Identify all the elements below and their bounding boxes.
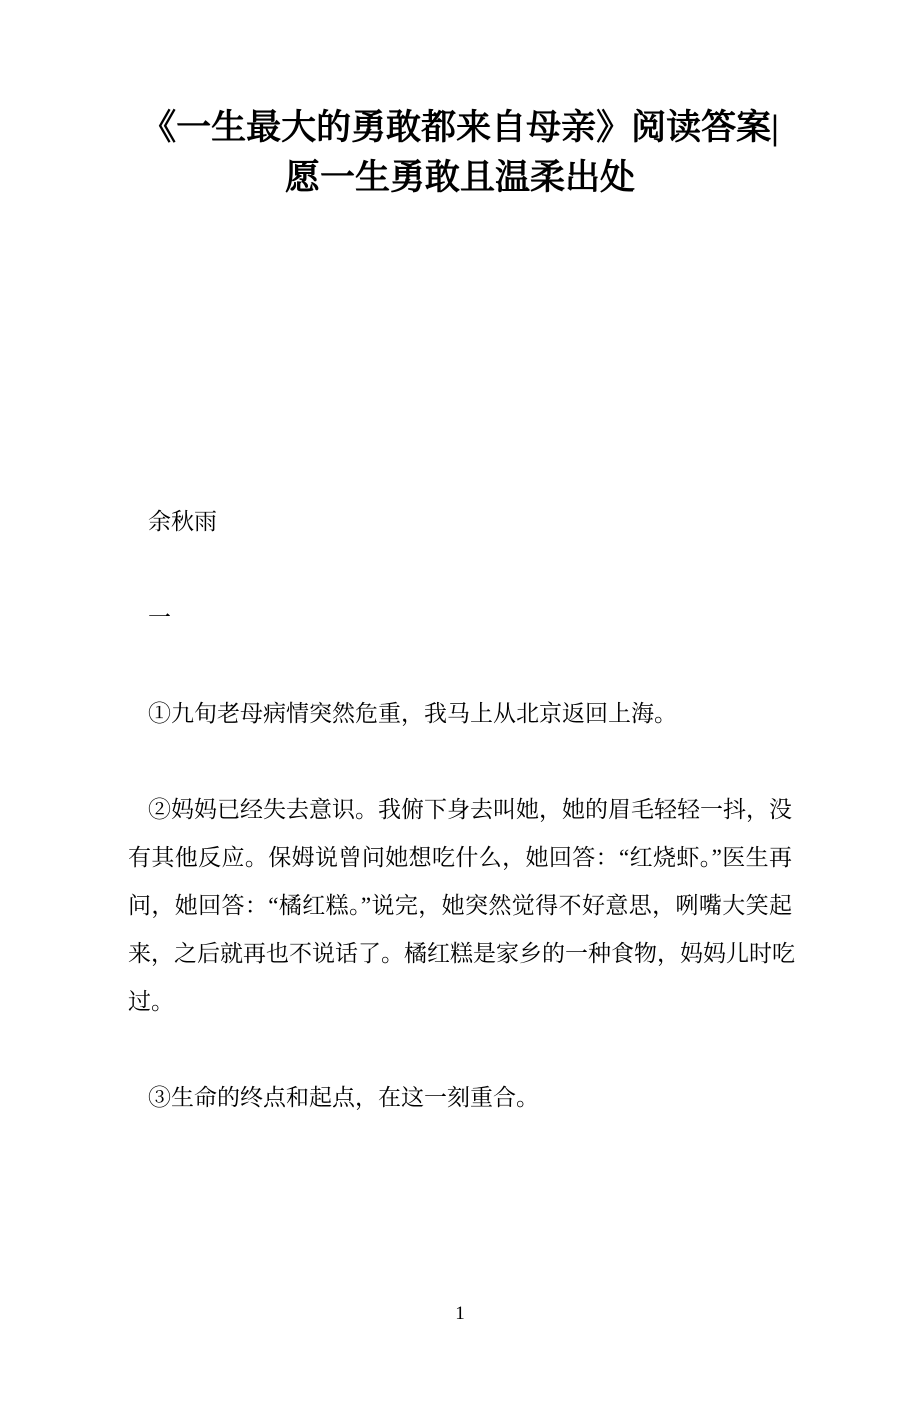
paragraph-2-line: 有其他反应。保姆说曾问她想吃什么，她回答：“红烧虾。”医生再 xyxy=(128,845,792,870)
paragraph-2-line: 问，她回答：“橘红糕。”说完，她突然觉得不好意思，咧嘴大笑起 xyxy=(128,893,792,918)
document-title xyxy=(128,103,792,203)
paragraph-2 xyxy=(128,786,795,1026)
paragraph-2-line: 过。 xyxy=(128,989,174,1014)
paragraph-1: ①九旬老母病情突然危重，我马上从北京返回上海。 xyxy=(148,701,677,726)
paragraph-3: ③生命的终点和起点，在这一刻重合。 xyxy=(148,1085,539,1110)
paragraph-2-line: ②妈妈已经失去意识。我俯下身去叫她，她的眉毛轻轻一抖，没 xyxy=(148,797,792,822)
page-number: 1 xyxy=(455,1303,465,1324)
title-line-2: 愿一生勇敢且温柔出处 xyxy=(284,158,635,197)
document-body xyxy=(128,498,795,1122)
author-name: 余秋雨 xyxy=(148,509,217,534)
title-line-1: 《一生最大的勇敢都来自母亲》阅读答案| xyxy=(141,108,779,147)
paragraph-2-line: 来，之后就再也不说话了。橘红糕是家乡的一种食物，妈妈儿时吃 xyxy=(128,941,795,966)
section-marker: 一 xyxy=(148,605,171,630)
document-page xyxy=(0,103,920,1405)
